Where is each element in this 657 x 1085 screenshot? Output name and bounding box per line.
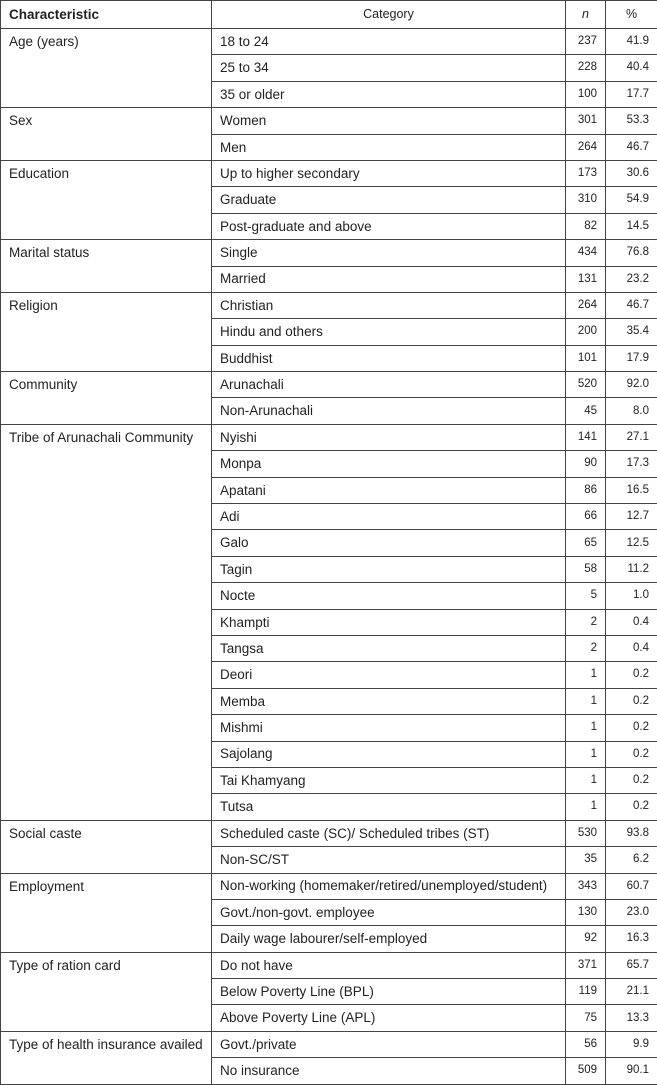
characteristic-cell: Education — [1, 160, 212, 239]
percent-cell: 46.7 — [606, 292, 657, 318]
n-cell: 35 — [566, 847, 606, 873]
n-cell: 82 — [566, 213, 606, 239]
category-cell: Arunachali — [212, 372, 566, 398]
category-cell: Adi — [212, 504, 566, 530]
table-row — [1, 29, 657, 55]
category-cell: Nocte — [212, 583, 566, 609]
table-row — [1, 873, 657, 899]
n-cell: 173 — [566, 160, 606, 186]
n-cell: 86 — [566, 477, 606, 503]
n-cell: 101 — [566, 345, 606, 371]
n-cell: 45 — [566, 398, 606, 424]
category-cell: Graduate — [212, 187, 566, 213]
percent-cell: 46.7 — [606, 134, 657, 160]
percent-cell: 12.7 — [606, 504, 657, 530]
n-cell: 310 — [566, 187, 606, 213]
percent-cell: 23.2 — [606, 266, 657, 292]
percent-cell: 1.0 — [606, 583, 657, 609]
characteristic-cell: Sex — [1, 108, 212, 161]
table-body — [1, 29, 657, 1085]
category-cell: 25 to 34 — [212, 55, 566, 81]
category-cell: Nyishi — [212, 424, 566, 450]
characteristic-cell: Tribe of Arunachali Community — [1, 424, 212, 820]
category-cell: Sajolang — [212, 741, 566, 767]
category-cell: 35 or older — [212, 81, 566, 107]
category-cell: Non-Arunachali — [212, 398, 566, 424]
n-cell: 92 — [566, 926, 606, 952]
percent-cell: 76.8 — [606, 240, 657, 266]
n-cell: 1 — [566, 767, 606, 793]
percent-cell: 6.2 — [606, 847, 657, 873]
n-cell: 65 — [566, 530, 606, 556]
n-cell: 237 — [566, 29, 606, 55]
characteristic-cell: Religion — [1, 292, 212, 371]
category-cell: Post-graduate and above — [212, 213, 566, 239]
n-cell: 66 — [566, 504, 606, 530]
characteristic-cell: Social caste — [1, 820, 212, 873]
table-row — [1, 424, 657, 450]
header-row — [1, 1, 657, 29]
characteristic-cell: Employment — [1, 873, 212, 952]
n-cell: 1 — [566, 715, 606, 741]
percent-cell: 16.3 — [606, 926, 657, 952]
category-cell: 18 to 24 — [212, 29, 566, 55]
n-cell: 1 — [566, 794, 606, 820]
table-row — [1, 292, 657, 318]
percent-cell: 0.2 — [606, 662, 657, 688]
n-cell: 301 — [566, 108, 606, 134]
percent-cell: 60.7 — [606, 873, 657, 899]
category-cell: Galo — [212, 530, 566, 556]
n-cell: 520 — [566, 372, 606, 398]
n-cell: 228 — [566, 55, 606, 81]
table-row — [1, 108, 657, 134]
n-cell: 141 — [566, 424, 606, 450]
n-cell: 343 — [566, 873, 606, 899]
category-cell: Hindu and others — [212, 319, 566, 345]
percent-cell: 9.9 — [606, 1031, 657, 1057]
category-cell: Monpa — [212, 451, 566, 477]
n-cell: 264 — [566, 292, 606, 318]
header-characteristic: Characteristic — [1, 1, 212, 29]
percent-cell: 11.2 — [606, 556, 657, 582]
n-cell: 56 — [566, 1031, 606, 1057]
percent-cell: 0.2 — [606, 741, 657, 767]
table-row — [1, 1031, 657, 1057]
category-cell: Up to higher secondary — [212, 160, 566, 186]
percent-cell: 30.6 — [606, 160, 657, 186]
n-cell: 5 — [566, 583, 606, 609]
category-cell: Khampti — [212, 609, 566, 635]
percent-cell: 8.0 — [606, 398, 657, 424]
category-cell: No insurance — [212, 1058, 566, 1084]
table-row — [1, 240, 657, 266]
category-cell: Married — [212, 266, 566, 292]
n-cell: 2 — [566, 609, 606, 635]
percent-cell: 35.4 — [606, 319, 657, 345]
category-cell: Tagin — [212, 556, 566, 582]
n-cell: 58 — [566, 556, 606, 582]
category-cell: Deori — [212, 662, 566, 688]
category-cell: Tai Khamyang — [212, 767, 566, 793]
percent-cell: 0.4 — [606, 635, 657, 661]
category-cell: Daily wage labourer/self-employed — [212, 926, 566, 952]
n-cell: 2 — [566, 635, 606, 661]
table-row — [1, 160, 657, 186]
category-cell: Men — [212, 134, 566, 160]
percent-cell: 21.1 — [606, 979, 657, 1005]
n-cell: 530 — [566, 820, 606, 846]
n-cell: 130 — [566, 899, 606, 925]
percent-cell: 65.7 — [606, 952, 657, 978]
n-cell: 1 — [566, 662, 606, 688]
percent-cell: 14.5 — [606, 213, 657, 239]
header-n: n — [566, 1, 606, 29]
table-row — [1, 820, 657, 846]
percent-cell: 17.3 — [606, 451, 657, 477]
n-cell: 509 — [566, 1058, 606, 1084]
percent-cell: 40.4 — [606, 55, 657, 81]
percent-cell: 0.2 — [606, 715, 657, 741]
percent-cell: 13.3 — [606, 1005, 657, 1031]
n-cell: 371 — [566, 952, 606, 978]
n-cell: 1 — [566, 688, 606, 714]
percent-cell: 41.9 — [606, 29, 657, 55]
category-cell: Women — [212, 108, 566, 134]
category-cell: Apatani — [212, 477, 566, 503]
table-row — [1, 952, 657, 978]
percent-cell: 16.5 — [606, 477, 657, 503]
n-cell: 1 — [566, 741, 606, 767]
percent-cell: 0.4 — [606, 609, 657, 635]
category-cell: Mishmi — [212, 715, 566, 741]
category-cell: Govt./private — [212, 1031, 566, 1057]
characteristic-cell: Marital status — [1, 240, 212, 293]
percent-cell: 90.1 — [606, 1058, 657, 1084]
category-cell: Scheduled caste (SC)/ Scheduled tribes (ST) — [212, 820, 566, 846]
category-cell: Tutsa — [212, 794, 566, 820]
category-cell: Non-working (homemaker/retired/unemployed/student) — [212, 873, 566, 899]
category-cell: Govt./non-govt. employee — [212, 899, 566, 925]
percent-cell: 23.0 — [606, 899, 657, 925]
percent-cell: 54.9 — [606, 187, 657, 213]
category-cell: Single — [212, 240, 566, 266]
percent-cell: 93.8 — [606, 820, 657, 846]
category-cell: Above Poverty Line (APL) — [212, 1005, 566, 1031]
percent-cell: 0.2 — [606, 688, 657, 714]
category-cell: Below Poverty Line (BPL) — [212, 979, 566, 1005]
characteristic-cell: Type of health insurance availed — [1, 1031, 212, 1084]
category-cell: Christian — [212, 292, 566, 318]
header-percent: % — [606, 1, 657, 29]
n-cell: 75 — [566, 1005, 606, 1031]
n-cell: 100 — [566, 81, 606, 107]
n-cell: 119 — [566, 979, 606, 1005]
n-cell: 131 — [566, 266, 606, 292]
n-cell: 90 — [566, 451, 606, 477]
category-cell: Do not have — [212, 952, 566, 978]
n-cell: 434 — [566, 240, 606, 266]
table-row — [1, 372, 657, 398]
category-cell: Non-SC/ST — [212, 847, 566, 873]
n-cell: 200 — [566, 319, 606, 345]
percent-cell: 17.9 — [606, 345, 657, 371]
percent-cell: 17.7 — [606, 81, 657, 107]
percent-cell: 92.0 — [606, 372, 657, 398]
header-category: Category — [212, 1, 566, 29]
percent-cell: 0.2 — [606, 767, 657, 793]
characteristic-cell: Type of ration card — [1, 952, 212, 1031]
percent-cell: 0.2 — [606, 794, 657, 820]
category-cell: Memba — [212, 688, 566, 714]
percent-cell: 53.3 — [606, 108, 657, 134]
category-cell: Buddhist — [212, 345, 566, 371]
category-cell: Tangsa — [212, 635, 566, 661]
percent-cell: 27.1 — [606, 424, 657, 450]
characteristic-cell: Age (years) — [1, 29, 212, 108]
n-cell: 264 — [566, 134, 606, 160]
percent-cell: 12.5 — [606, 530, 657, 556]
characteristic-cell: Community — [1, 372, 212, 425]
